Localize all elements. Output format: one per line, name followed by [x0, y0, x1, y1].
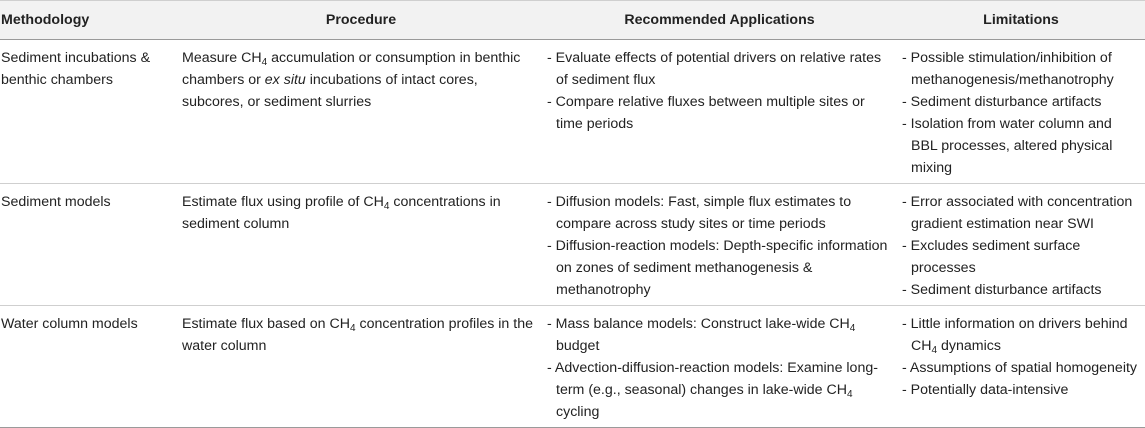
text-run: incubations of intact cores, subcores, or sediment slurries: [182, 72, 478, 110]
limitations-cell: [897, 306, 1145, 428]
list-item: [547, 91, 893, 135]
subscript: 4: [846, 389, 853, 400]
text-run: - Diffusion models: Fast, simple flux estimates to compare across study sites or time periods: [547, 194, 852, 232]
subscript: 4: [931, 345, 938, 356]
text-run: Estimate flux using profile of CH: [182, 194, 384, 210]
applications-list: [547, 47, 893, 135]
applications-cell: [542, 40, 897, 184]
text-run: - Mass balance models: Construct lake-wide CH: [547, 316, 850, 332]
text-run: concentration profiles in the water column: [182, 316, 533, 354]
subscript: 4: [349, 323, 356, 334]
table-row: [0, 306, 1145, 428]
methodology-cell: Sediment incubations & benthic chambers: [1, 50, 151, 88]
list-item: [547, 235, 893, 301]
text-run: - Evaluate effects of potential drivers on relative rates of sediment flux: [547, 50, 882, 88]
text-run: Measure CH: [182, 50, 262, 66]
text-run: - Diffusion-reaction models: Depth-specific information on zones of sediment methanogenesis & methanotrophy: [547, 238, 888, 298]
text-run: - Assumptions of spatial homogeneity: [902, 360, 1138, 376]
list-item: [902, 279, 1141, 301]
table-row: [0, 184, 1145, 306]
header-row: [0, 1, 1145, 40]
header-limitations: Limitations: [897, 1, 1145, 40]
applications-cell: [542, 184, 897, 306]
text-run: - Sediment disturbance artifacts: [902, 94, 1102, 110]
applications-cell: [542, 306, 897, 428]
list-item: [547, 47, 893, 91]
limitations-list: [902, 191, 1141, 301]
text-run: Estimate flux based on CH: [182, 316, 350, 332]
list-item: [902, 113, 1141, 179]
list-item: [902, 235, 1141, 279]
applications-list: [547, 191, 893, 301]
text-run: - Error associated with concentration gradient estimation near SWI: [902, 194, 1133, 232]
limitations-list: [902, 47, 1141, 179]
procedure-cell: [180, 306, 542, 428]
text-run: - Little information on drivers behind CH: [902, 316, 1128, 354]
list-item: [902, 357, 1141, 379]
list-item: [902, 191, 1141, 235]
procedure-cell: [180, 184, 542, 306]
text-run: - Possible stimulation/inhibition of methanogenesis/methanotrophy: [902, 50, 1114, 88]
list-item: [902, 47, 1141, 91]
list-item: [547, 191, 893, 235]
header-procedure: Procedure: [180, 1, 542, 40]
procedure-cell: [180, 40, 542, 184]
header-applications: Recommended Applications: [542, 1, 897, 40]
text-run: - Advection-diffusion-reaction models: Examine long-term (e.g., seasonal) changes in lake-wide CH: [547, 360, 878, 398]
text-run: budget: [556, 338, 600, 354]
text-run: concentrations in sediment column: [182, 194, 501, 232]
methodology-cell: Water column models: [0, 306, 180, 428]
list-item: [902, 379, 1141, 401]
list-item: [902, 313, 1141, 357]
list-item: [547, 313, 893, 357]
subscript: 4: [849, 323, 856, 334]
header-methodology: Methodology: [0, 1, 180, 40]
limitations-cell: [897, 40, 1145, 184]
italic-text: ex situ: [264, 72, 306, 88]
limitations-list: [902, 313, 1141, 401]
list-item: [902, 91, 1141, 113]
text-run: - Sediment disturbance artifacts: [902, 282, 1102, 298]
subscript: 4: [261, 57, 268, 68]
table-row: [0, 40, 1145, 184]
text-run: cycling: [556, 404, 600, 420]
subscript: 4: [383, 201, 390, 212]
text-run: - Compare relative fluxes between multiple sites or time periods: [547, 94, 865, 132]
text-run: dynamics: [937, 338, 1001, 354]
text-run: - Excludes sediment surface processes: [902, 238, 1081, 276]
methodology-cell: Sediment models: [0, 184, 180, 306]
text-run: accumulation or consumption in benthic chambers or: [182, 50, 521, 88]
text-run: - Potentially data-intensive: [902, 382, 1069, 398]
limitations-cell: [897, 184, 1145, 306]
applications-list: [547, 313, 893, 423]
text-run: - Isolation from water column and BBL processes, altered physical mixing: [902, 116, 1113, 176]
list-item: [547, 357, 893, 423]
